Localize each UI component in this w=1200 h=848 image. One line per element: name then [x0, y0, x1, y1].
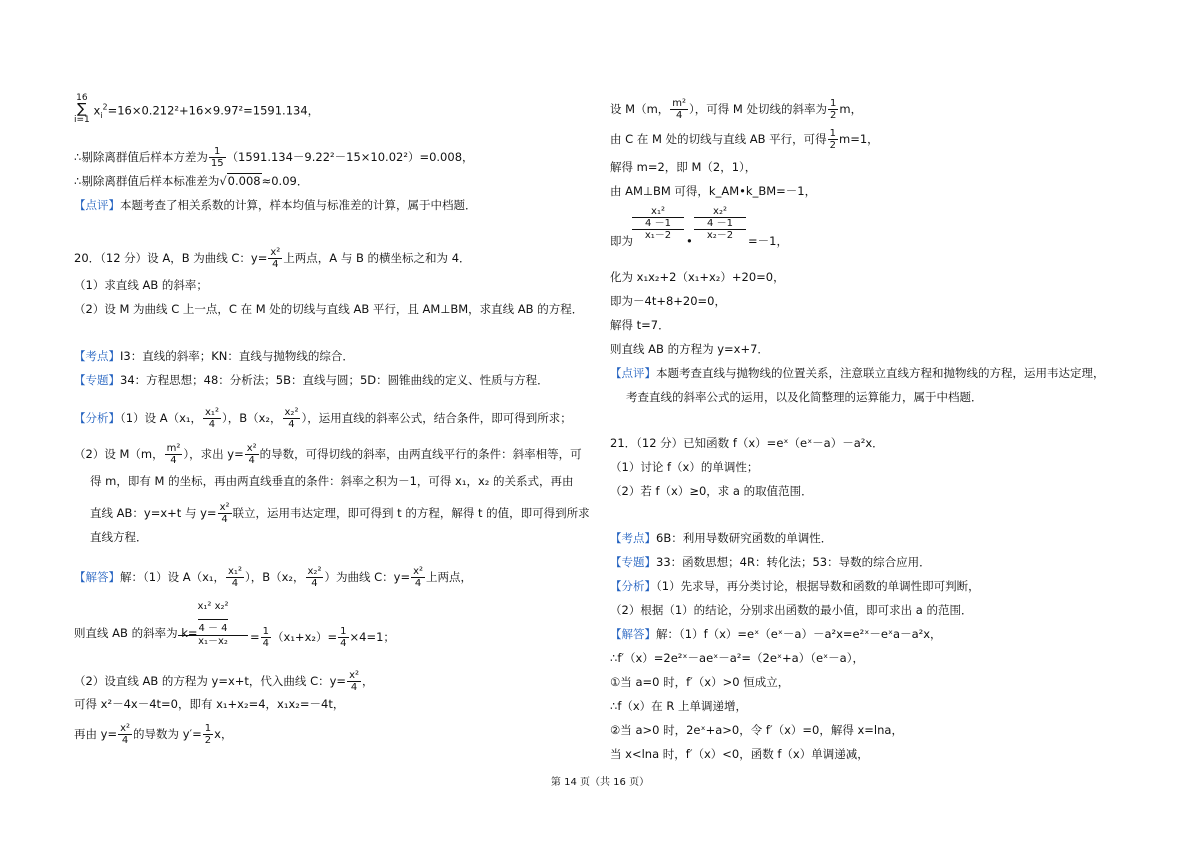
jieda-text: ，: [362, 674, 374, 688]
stddev-value: ≈0.09．: [261, 174, 309, 188]
fenxi-21: [610, 579, 980, 593]
fraction: $\frac{\text{x₂²}}{4}$: [307, 566, 322, 589]
sigma-icon: ∑: [77, 101, 87, 117]
right-line6: 化为 x₁x₂+2（x₁+x₂）+20=0，: [610, 270, 785, 284]
fenxi-21-line2: （2）根据（1）的结论，分别求出函数的最小值，即可求出 a 的范围．: [610, 603, 973, 617]
fenxi-text: （1）设 A（x₁，: [120, 411, 203, 425]
jieda-20-line1: [74, 566, 472, 589]
perp-pre: 即为: [610, 234, 633, 248]
fraction: $\frac{1}{2}$: [830, 98, 837, 121]
jieda-text: 再由 y=: [74, 727, 118, 741]
jieda-text: 的导数为 y′=: [133, 727, 202, 741]
fenxi-text: ），B（x₂，: [221, 411, 282, 425]
kaodian-tag: 【考点】: [74, 349, 120, 363]
sum-var: x: [93, 103, 101, 118]
zhuanti-20: [74, 373, 549, 387]
jieda-text: ），B（x₂，: [244, 570, 305, 584]
jieda-text: （2）设直线 AB 的方程为 y=x+t，代入曲线 C：y=: [74, 674, 347, 688]
jieda-text: 上两点，: [426, 570, 473, 584]
comment-20-line2: 考查直线的斜率公式的运用，以及化简整理的运算能力，属于中档题．: [626, 390, 983, 404]
comment-tag: 【点评】: [74, 198, 120, 212]
fraction: $\frac{1}{2}$: [204, 723, 212, 746]
fenxi-20-line2: [74, 443, 582, 466]
right-line1: [610, 98, 862, 121]
jieda-text: 解：（1）设 A（x₁，: [120, 570, 226, 584]
fenxi-text: 的导数，可得切线的斜率，由两直线平行的条件：斜率相等，可: [259, 447, 582, 461]
question-20: [74, 247, 471, 270]
fraction: $\frac{\text{x²}}{4}$: [219, 502, 230, 525]
fenxi-20-line1: [74, 407, 572, 430]
stddev-line: ∴剔除离群值后样本标准差为√0.008≈0.09．: [74, 174, 309, 188]
q21-part-1: （1）讨论 f（x）的单调性；: [610, 460, 759, 474]
zhuanti-tag: 【专题】: [610, 555, 656, 569]
fraction: $\frac{1}{4}$: [340, 626, 347, 649]
right-line8: 解得 t=7．: [610, 318, 670, 332]
comment-text: 本题考查直线与抛物线的位置关系，注意联立直线方程和抛物线的方程，运用韦达定理，: [656, 366, 1105, 380]
perp-frac-1: x₁² 4 －1 x₁－2: [632, 206, 684, 241]
fenxi-tag: 【分析】: [610, 579, 656, 593]
kaodian-text: I3：直线的斜率；KN：直线与抛物线的综合．: [120, 349, 354, 363]
sum-bottom: i=1: [74, 115, 90, 125]
zhuanti-21: [610, 555, 931, 569]
jieda-text: ）为曲线 C：y=: [324, 570, 411, 584]
jieda-21-line4: ∴f（x）在 R 上单调递增，: [610, 699, 747, 713]
variance-line: [74, 146, 474, 169]
right-text: 由 C 在 M 处的切线与直线 AB 平行，可得: [610, 132, 827, 146]
question-21: 21．（12 分）已知函数 f（x）=eˣ（eˣ－a）－a²x．: [610, 436, 884, 450]
fraction: $\frac{\text{x₁²}}{4}$: [228, 566, 242, 589]
fraction: $\frac{\text{x²}}{4}$: [349, 670, 359, 693]
jieda-21: [610, 627, 942, 641]
stddev-label: ∴剔除离群值后样本标准差为: [74, 174, 220, 188]
fenxi-20-line5: 直线方程．: [90, 530, 148, 544]
jieda-21-line2: ∴f′（x）=2e²ˣ－aeˣ－a²=（2eˣ+a）（eˣ－a），: [610, 651, 864, 665]
sum-line: 16 ∑ i=1 $x_i^2=16\times 0.212^2+16\times 9.97^2=1591.134$，: [74, 93, 320, 125]
slope-label: 则直线 AB 的斜率为 k=: [74, 626, 198, 640]
slope-frac: [178, 601, 248, 647]
fraction: $\frac{\text{x²}}{4}$: [270, 247, 281, 270]
q20-text-a: 20．（12 分）设 A，B 为曲线 C：y=: [74, 251, 268, 265]
fenxi-20-line3: 得 m，即有 M 的坐标，再由两直线垂直的条件：斜率之积为－1，可得 x₁，x₂ 的关系式，再由: [90, 474, 574, 488]
jieda-20-line3: [74, 670, 374, 693]
fraction: $\frac{1}{4}$: [262, 626, 270, 649]
zhuanti-text: 34：方程思想；48：分析法；5B：直线与圆；5D：圆锥曲线的定义、性质与方程．: [120, 373, 549, 387]
right-line2: [610, 128, 879, 151]
slope-frac-bot: x₁－x₂: [198, 636, 228, 647]
fenxi-text: ），求出 y=: [183, 447, 244, 461]
kaodian-20: [74, 349, 354, 363]
fraction: $\frac{\text{x₁²}}{4}$: [205, 407, 219, 430]
zhuanti-tag: 【专题】: [74, 373, 120, 387]
fenxi-text: ），运用直线的斜率公式，结合条件，即可得到所求；: [301, 411, 572, 425]
sum-top: 16: [76, 93, 88, 103]
jieda-tag: 【解答】: [610, 627, 656, 641]
right-text: 设 M（m，: [610, 102, 670, 116]
fraction: $\frac{\text{x²}}{4}$: [246, 443, 257, 466]
fenxi-text: 直线 AB：y=x+t 与 y=: [90, 506, 217, 520]
jieda-20-line5: [74, 723, 232, 746]
fraction: $\frac{\text{m²}}{4}$: [672, 98, 687, 121]
right-line9: 则直线 AB 的方程为 y=x+7．: [610, 342, 769, 356]
right-line4: 由 AM⊥BM 可得，k_AM•k_BM=－1，: [610, 184, 817, 198]
q20-part-2: （2）设 M 为曲线 C 上一点，C 在 M 处的切线与直线 AB 平行，且 AM⊥BM，求直线 AB 的方程．: [74, 302, 584, 316]
perp-frac-2: x₂² 4 －1 x₂－2: [694, 206, 746, 241]
jieda-tag: 【解答】: [74, 570, 120, 584]
comment-text: 本题考查了相关系数的计算，样本均值与标准差的计算，属于中档题．: [120, 198, 477, 212]
perp-post: =－1，: [748, 234, 788, 248]
right-line3: 解得 m=2，即 M（2，1），: [610, 160, 757, 174]
right-text: m=1，: [839, 132, 879, 146]
right-line7: 即为－4t+8+20=0，: [610, 294, 726, 308]
comment-tag: 【点评】: [610, 366, 656, 380]
kaodian-21: [610, 531, 832, 545]
fenxi-text: 联立，运用韦达定理，即可得到 t 的方程，解得 t 的值，即可得到所求: [232, 506, 590, 520]
q21-part-2: （2）若 f（x）≥0，求 a 的取值范围．: [610, 484, 813, 498]
fenxi-text: （1）先求导，再分类讨论，根据导数和函数的单调性即可判断，: [656, 579, 980, 593]
fraction: $\frac{\text{x²}}{4}$: [413, 566, 424, 589]
zhuanti-text: 33：函数思想；4R：转化法；53：导数的综合应用．: [656, 555, 931, 569]
comment-19: [74, 198, 477, 212]
fenxi-text: （2）设 M（m，: [74, 447, 164, 461]
kaodian-text: 6B：利用导数研究函数的单调性．: [656, 531, 833, 545]
sqrt-value: 0.008: [227, 174, 261, 188]
fenxi-tag: 【分析】: [74, 411, 120, 425]
fraction: $\frac{\text{x₂²}}{4}$: [284, 407, 299, 430]
fraction: $\frac{1}{2}$: [829, 128, 837, 151]
fraction: $\frac{1}{15}$: [210, 146, 224, 169]
comment-20: [610, 366, 1105, 380]
jieda-21-line6: 当 x<lna 时，f′（x）<0，函数 f（x）单调递减，: [610, 747, 869, 761]
jieda-text: 解：（1）f（x）=eˣ（eˣ－a）－a²x=e²ˣ－eˣa－a²x，: [656, 627, 942, 641]
fenxi-20-line4: [90, 502, 590, 525]
right-text: m，: [839, 102, 863, 116]
fraction: $\frac{\text{m²}}{4}$: [166, 443, 181, 466]
variance-label: ∴剔除离群值后样本方差为: [74, 150, 208, 164]
kaodian-tag: 【考点】: [610, 531, 656, 545]
dot-icon: •: [686, 234, 693, 248]
q20-text-b: 上两点，A 与 B 的横坐标之和为 4．: [283, 251, 471, 265]
jieda-21-line5: ②当 a>0 时，2eˣ+a>0，令 f′（x）=0，解得 x=lna，: [610, 723, 903, 737]
variance-value: （1591.134－9.22²－15×10.02²）=0.008，: [226, 150, 474, 164]
jieda-20-line4: 可得 x²－4x－4t=0，即有 x₁+x₂=4，x₁x₂=－4t，: [74, 697, 345, 711]
fraction: $\frac{\text{x²}}{4}$: [120, 723, 131, 746]
jieda-21-line3: ①当 a=0 时，f′（x）>0 恒成立，: [610, 675, 790, 689]
page-footer: 第 14 页（共 16 页）: [550, 777, 650, 788]
slope-frac-top: x₁² x₂²: [197, 601, 229, 612]
jieda-text: x，: [214, 727, 233, 741]
q20-part-1: （1）求直线 AB 的斜率；: [74, 278, 208, 292]
right-text: ），可得 M 处切线的斜率为: [689, 102, 828, 116]
slope-frac-mid: 4 － 4: [198, 623, 228, 634]
sum-result: =16×0.212²+16×9.97²=1591.134，: [107, 103, 320, 118]
slope-post: = $\frac{1}{4}$ （x₁+x₂）= $\frac{1}{4}$ ×4=1；: [250, 626, 395, 649]
